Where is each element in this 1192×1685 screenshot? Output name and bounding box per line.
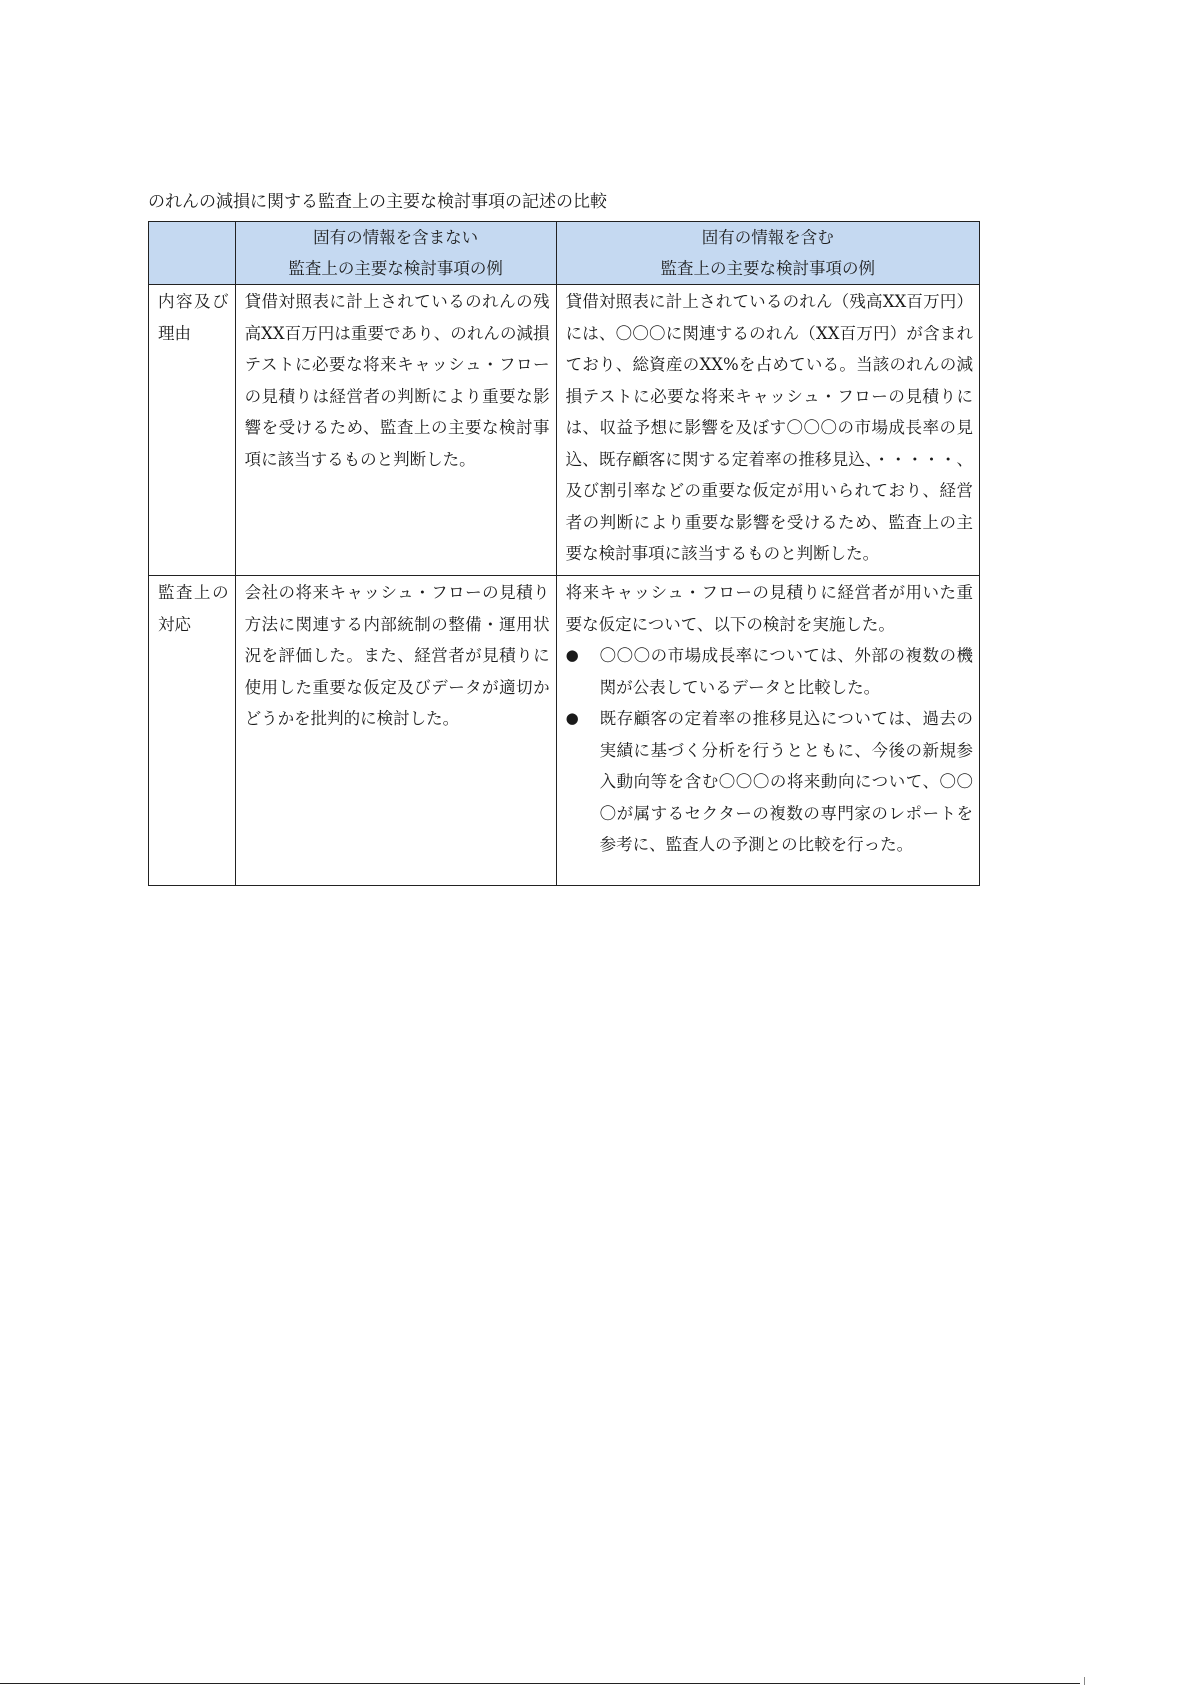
- cell-audit-response-with-info: [556, 576, 979, 886]
- page-bottom-rule: [0, 1683, 1080, 1684]
- page-corner-mark: [1084, 1677, 1085, 1685]
- list-item: [566, 640, 973, 703]
- header-col-with-specific-info: [556, 222, 979, 285]
- header-empty-cell: [149, 222, 236, 285]
- table-row-content-and-reason: [149, 285, 980, 576]
- cell-content-reason-with-info: 貸借対照表に計上されているのれん（残高XX百万円）には、〇〇〇に関連するのれん（XX百万円）が含まれており、総資産のXX%を占めている。当該のれんの減損テストに必要な将来キャッシュ・フローの見積りには、収益予想に影響を及ぼす〇〇〇の市場成長率の見込、既存顧客に関する定着率の推移見込、・・・・・、及び割引率などの重要な仮定が用いられており、経営者の判断により重要な影響を受けるため、監査上の主要な検討事項に該当するものと判断した。: [556, 285, 979, 576]
- table-header-row: [149, 222, 980, 285]
- header-col-a-line1: 固有の情報を含まない: [313, 228, 479, 247]
- table-caption: のれんの減損に関する監査上の主要な検討事項の記述の比較: [148, 192, 607, 212]
- comparison-table: [148, 221, 980, 886]
- header-col-b-line1: 固有の情報を含む: [701, 228, 834, 247]
- cell-audit-response-without-info: 会社の将来キャッシュ・フローの見積り方法に関連する内部統制の整備・運用状況を評価した。また、経営者が見積りに使用した重要な仮定及びデータが適切かどうかを批判的に検討した。: [235, 576, 556, 886]
- header-col-a-line2: 監査上の主要な検討事項の例: [288, 259, 503, 278]
- cell-content-reason-without-info: 貸借対照表に計上されているのれんの残高XX百万円は重要であり、のれんの減損テストに必要な将来キャッシュ・フローの見積りは経営者の判断により重要な影響を受けるため、監査上の主要な検討事項に該当するものと判断した。: [235, 285, 556, 576]
- header-col-b-line2: 監査上の主要な検討事項の例: [660, 259, 876, 278]
- audit-procedure-list: [566, 640, 973, 861]
- row-label-audit-response: 監査上の対応: [149, 576, 236, 886]
- bullet-icon: ●: [565, 646, 579, 664]
- table-row-audit-response: [149, 576, 980, 886]
- list-item-text: 既存顧客の定着率の推移見込については、過去の実績に基づく分析を行うとともに、今後の新規参入動向等を含む〇〇〇の将来動向について、〇〇〇が属するセクターの複数の専門家のレポートを参考に、監査人の予測との比較を行った。: [599, 709, 973, 854]
- list-item-text: 〇〇〇の市場成長率については、外部の複数の機関が公表しているデータと比較した。: [599, 646, 973, 697]
- list-item: [566, 703, 973, 861]
- bullet-icon: ●: [565, 709, 579, 727]
- header-col-without-specific-info: [235, 222, 556, 285]
- audit-response-intro: 将来キャッシュ・フローの見積りに経営者が用いた重要な仮定について、以下の検討を実施した。: [565, 583, 973, 634]
- row-label-content-and-reason: 内容及び理由: [149, 285, 236, 576]
